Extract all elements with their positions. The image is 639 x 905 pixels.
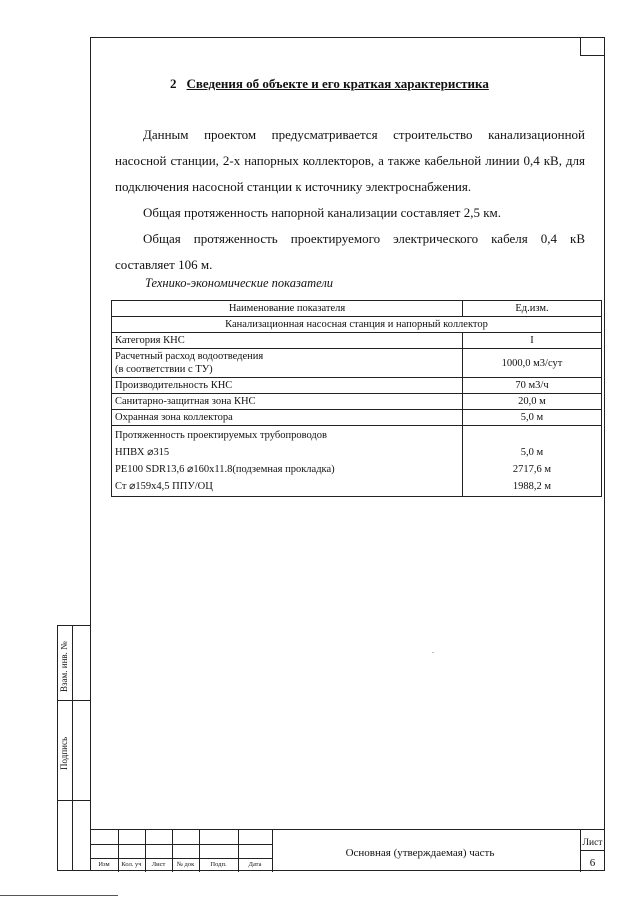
row-name: Санитарно-защитная зона КНС bbox=[112, 394, 463, 410]
row-value: 20,0 м bbox=[463, 394, 602, 410]
title-block bbox=[90, 829, 605, 871]
pipes-names bbox=[112, 426, 463, 497]
paragraph-2: Общая протяженность напорной канализации составляет 2,5 км. bbox=[143, 205, 502, 220]
scan-speck bbox=[432, 652, 434, 653]
paragraph-3: Общая протяженность проектируемого электрического кабеля 0,4 кВ составляет 106 м. bbox=[115, 231, 585, 272]
side-strip-divider bbox=[57, 700, 91, 701]
pipes-values bbox=[463, 426, 602, 497]
corner-box bbox=[580, 37, 605, 56]
row-name-line: (в соответствии с ТУ) bbox=[115, 364, 213, 375]
header-name: Наименование показателя bbox=[112, 301, 463, 317]
stamp-divider bbox=[272, 830, 273, 872]
tep-table bbox=[111, 300, 602, 497]
paragraph-1: Данным проектом предусматривается строительство канализационной насосной станции, 2-х напорных коллекторов, а также кабельной линии 0,4 кВ, для подключения насосной станции к источнику электроснабжения. bbox=[115, 127, 585, 194]
table-group-row bbox=[112, 317, 602, 333]
row-name: Производительность КНС bbox=[112, 378, 463, 394]
stamp-row-line bbox=[90, 858, 272, 859]
row-value: 5,0 м bbox=[463, 410, 602, 426]
table-caption: Технико-экономические показатели bbox=[145, 276, 334, 290]
section-title: Сведения об объекте и его краткая характеристика bbox=[186, 76, 489, 91]
table-row bbox=[112, 333, 602, 349]
row-name: Охранная зона коллектора bbox=[112, 410, 463, 426]
side-strip-divider bbox=[57, 800, 91, 801]
pipe-name: НПВХ ⌀315 bbox=[115, 447, 170, 458]
row-value: 1000,0 м3/сут bbox=[463, 349, 602, 378]
pipe-name: Ст ⌀159х4,5 ППУ/ОЦ bbox=[115, 481, 213, 492]
stamp-col-podp: Подп. bbox=[210, 861, 227, 868]
scan-edge-line bbox=[0, 895, 118, 896]
stamp-col-doc: № док bbox=[176, 861, 195, 868]
pipe-value: 5,0 м bbox=[520, 447, 544, 458]
table-row bbox=[112, 349, 602, 378]
section-heading bbox=[170, 76, 489, 92]
row-name: Категория КНС bbox=[112, 333, 463, 349]
pipe-value: 2717,6 м bbox=[512, 464, 552, 475]
sheet-label: Лист bbox=[582, 838, 603, 848]
table-header-row bbox=[112, 301, 602, 317]
pipes-heading: Протяженность проектируемых трубопроводов bbox=[115, 430, 327, 441]
table-row bbox=[112, 426, 602, 497]
stamp-title: Основная (утверждаемая) часть bbox=[345, 847, 495, 859]
table-row bbox=[112, 410, 602, 426]
pipe-value: 1988,2 м bbox=[512, 481, 552, 492]
row-value: 70 м3/ч bbox=[463, 378, 602, 394]
stamp-col-date: Дата bbox=[248, 861, 262, 868]
table-row bbox=[112, 394, 602, 410]
signature-label: Подпись bbox=[59, 736, 69, 770]
stamp-row-line bbox=[90, 844, 272, 845]
stamp-col-izm: Изм bbox=[98, 861, 110, 868]
row-name bbox=[112, 349, 463, 378]
group-title: Канализационная насосная станция и напорный коллектор bbox=[112, 317, 602, 333]
stamp-col-list: Лист bbox=[151, 861, 166, 868]
sheet-divider bbox=[580, 850, 605, 851]
sheet-number: 6 bbox=[589, 857, 596, 869]
row-value: I bbox=[463, 333, 602, 349]
vzam-inv-label: Взам. инв. № bbox=[59, 641, 69, 692]
header-unit: Ед.изм. bbox=[463, 301, 602, 317]
table-row bbox=[112, 378, 602, 394]
row-name-line: Расчетный расход водоотведения bbox=[115, 351, 264, 362]
stamp-col-kol-uch: Кол. уч bbox=[121, 861, 142, 868]
pipe-name: PE100 SDR13,6 ⌀160x11.8(подземная прокладка) bbox=[115, 464, 335, 475]
section-number: 2 bbox=[170, 76, 177, 91]
